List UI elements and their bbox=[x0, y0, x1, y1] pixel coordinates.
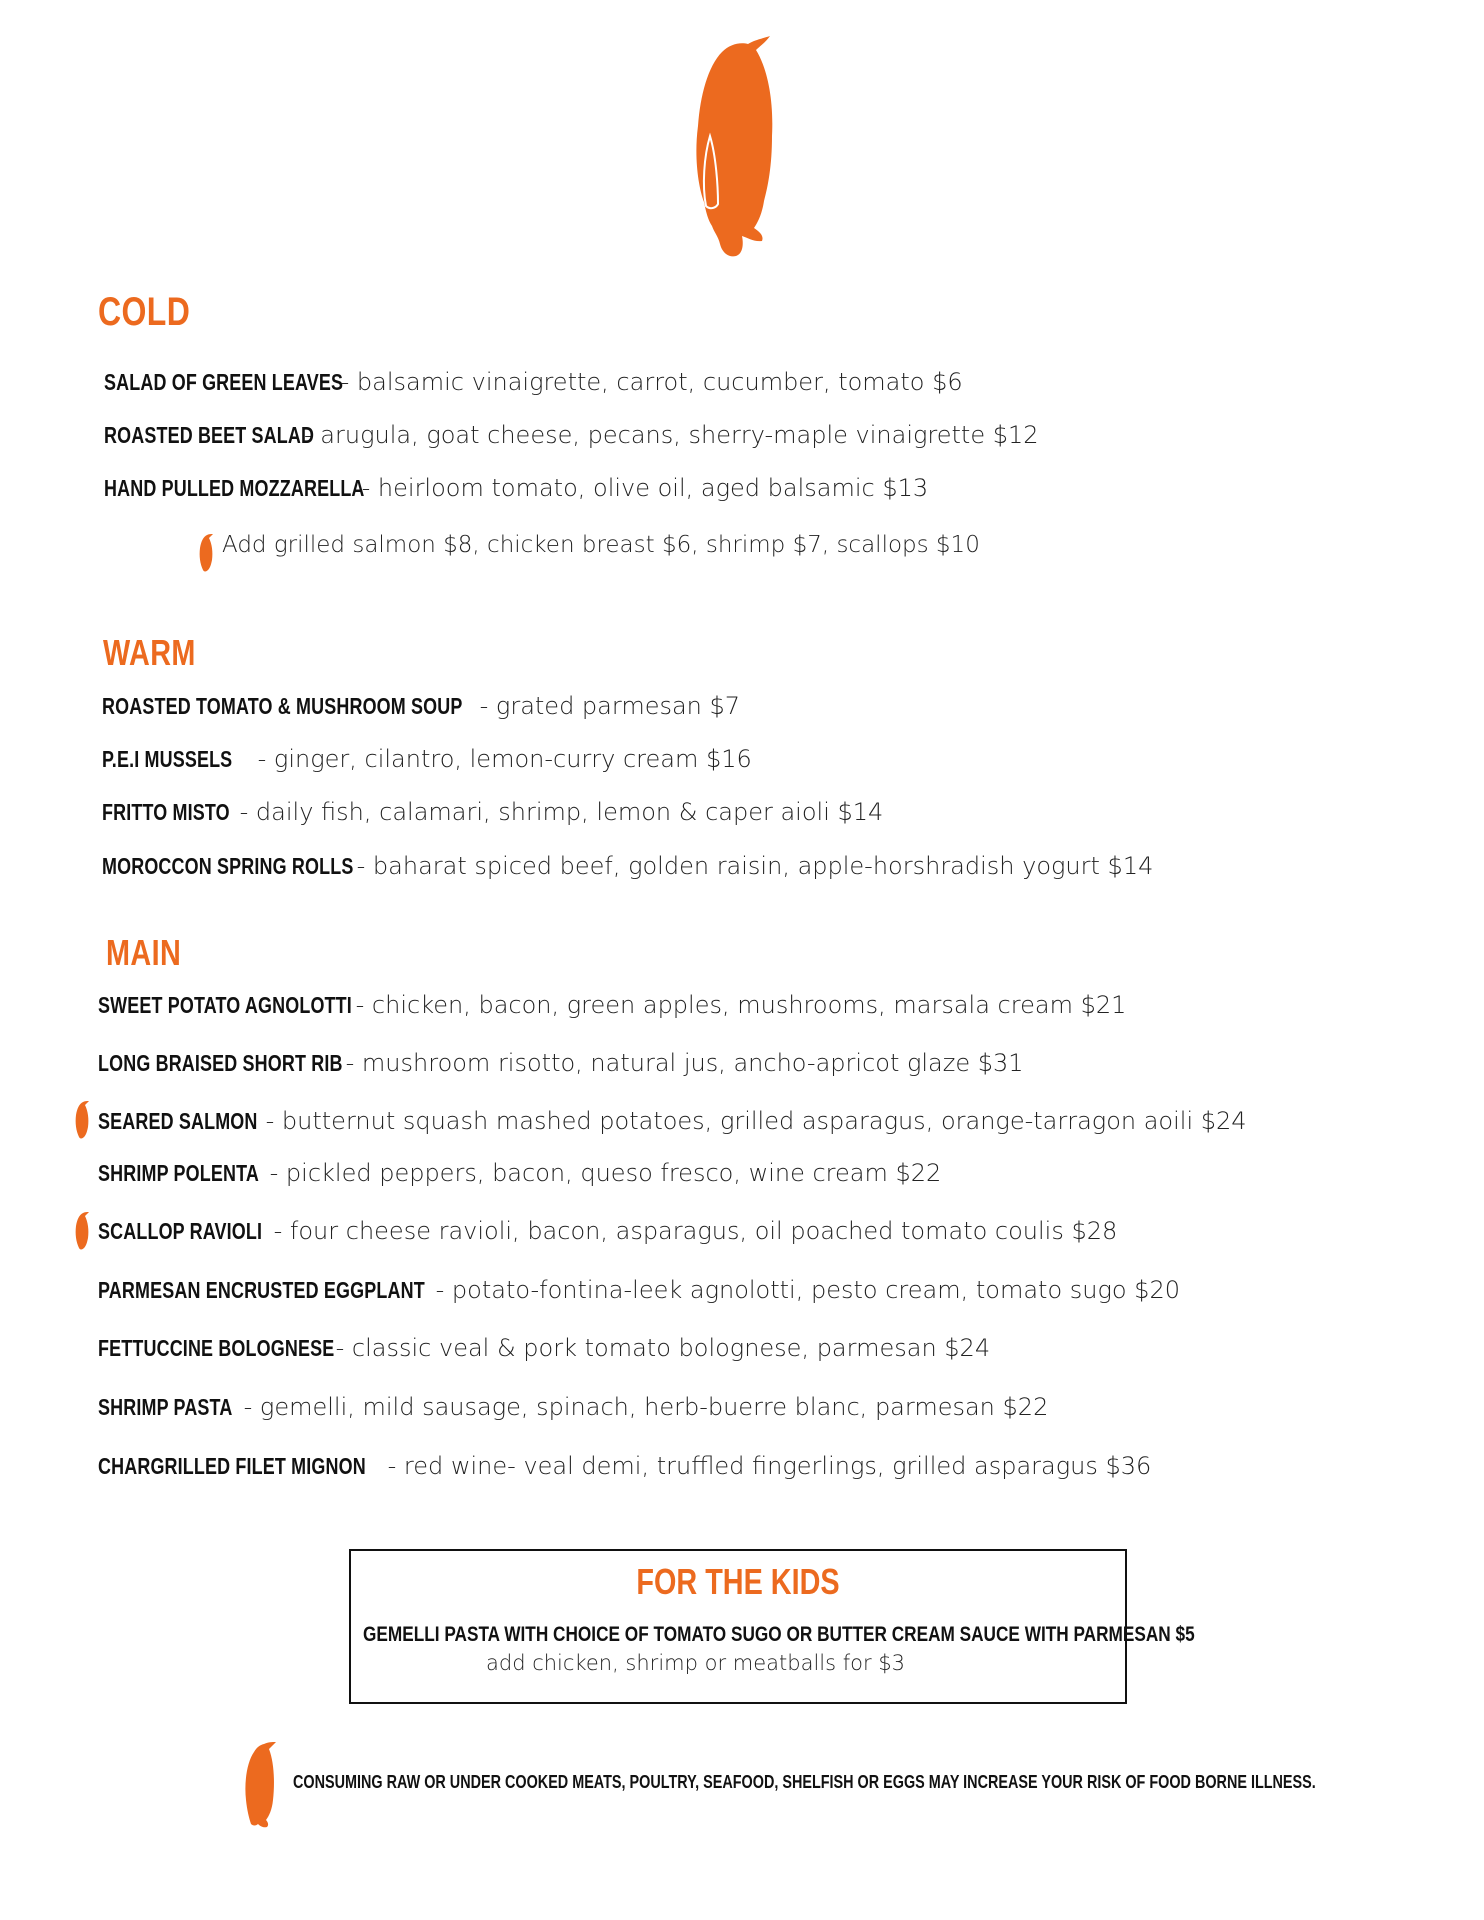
item-name: CHARGRILLED FILET MIGNON bbox=[98, 1453, 366, 1479]
penguin-icon bbox=[74, 1101, 90, 1139]
menu-item bbox=[98, 989, 1126, 1021]
menu-item bbox=[104, 472, 928, 504]
penguin-icon bbox=[198, 534, 214, 572]
item-name: FETTUCCINE BOLOGNESE bbox=[98, 1335, 335, 1361]
penguin-icon bbox=[74, 1212, 90, 1250]
item-name: PARMESAN ENCRUSTED EGGPLANT bbox=[98, 1277, 425, 1303]
menu-item bbox=[102, 743, 752, 775]
menu-item bbox=[98, 1215, 1117, 1247]
item-description: - mushroom risotto, natural jus, ancho-apricot glaze $31 bbox=[338, 1049, 1024, 1077]
item-name: ROASTED BEET SALAD bbox=[104, 422, 315, 448]
kids-addon-note: add chicken, shrimp or meatballs for $3 bbox=[486, 1651, 906, 1675]
item-name: ROASTED TOMATO & MUSHROOM SOUP bbox=[102, 693, 463, 719]
item-name: SHRIMP POLENTA bbox=[98, 1160, 260, 1186]
menu-item bbox=[98, 1274, 1180, 1306]
item-description: - gemelli, mild sausage, spinach, herb-buerre blanc, parmesan $22 bbox=[236, 1393, 1049, 1421]
item-name: P.E.I MUSSELS bbox=[102, 746, 233, 772]
item-description: - four cheese ravioli, bacon, asparagus, oil poached tomato coulis $28 bbox=[266, 1217, 1118, 1245]
item-description: - classic veal & pork tomato bolognese, parmesan $24 bbox=[328, 1334, 991, 1362]
penguin-logo-icon bbox=[688, 36, 784, 258]
item-name: SEARED SALMON bbox=[98, 1108, 258, 1134]
section-heading-cold: COLD bbox=[98, 290, 191, 334]
item-description: - red wine- veal demi, truffled fingerlings, grilled asparagus $36 bbox=[380, 1452, 1152, 1480]
food-safety-disclaimer: CONSUMING RAW OR UNDER COOKED MEATS, POULTRY, SEAFOOD, SHELFISH OR EGGS MAY INCREASE YOUR RISK OF FOOD BORNE ILLNESS. bbox=[293, 1772, 1316, 1792]
item-description: - ginger, cilantro, lemon-curry cream $16 bbox=[250, 745, 752, 773]
menu-item bbox=[104, 366, 963, 398]
menu-item bbox=[98, 1157, 941, 1189]
menu-item bbox=[102, 690, 740, 722]
menu-item bbox=[98, 1105, 1247, 1137]
item-name: SHRIMP PASTA bbox=[98, 1394, 233, 1420]
menu-item bbox=[98, 1450, 1151, 1482]
menu-item bbox=[104, 419, 1039, 451]
item-description: - balsamic vinaigrette, carrot, cucumber, tomato $6 bbox=[333, 368, 963, 396]
item-name: HAND PULLED MOZZARELLA bbox=[104, 475, 365, 501]
item-description: - arugula, goat cheese, pecans, sherry-maple vinaigrette $12 bbox=[304, 421, 1039, 449]
item-description: - chicken, bacon, green apples, mushrooms, marsala cream $21 bbox=[348, 991, 1127, 1019]
item-name: MOROCCON SPRING ROLLS bbox=[102, 853, 354, 879]
item-description: - daily fish, calamari, shrimp, lemon & caper aioli $14 bbox=[232, 798, 884, 826]
item-description: - butternut squash mashed potatoes, grilled asparagus, orange-tarragon aoili $24 bbox=[258, 1107, 1247, 1135]
kids-menu-box bbox=[349, 1549, 1195, 1704]
item-description: - baharat spiced beef, golden raisin, apple-horshradish yogurt $14 bbox=[349, 852, 1154, 880]
item-name: FRITTO MISTO bbox=[102, 799, 230, 825]
kids-title: FOR THE KIDS bbox=[636, 1561, 840, 1602]
menu-item bbox=[102, 796, 883, 828]
penguin-icon bbox=[244, 1742, 276, 1828]
item-description: - heirloom tomato, olive oil, aged balsamic $13 bbox=[354, 474, 929, 502]
menu-item bbox=[102, 850, 1153, 882]
item-name: LONG BRAISED SHORT RIB bbox=[98, 1050, 343, 1076]
item-description: - grated parmesan $7 bbox=[472, 692, 741, 720]
cold-addon-note: Add grilled salmon $8, chicken breast $6, shrimp $7, scallops $10 bbox=[222, 532, 980, 558]
menu-item bbox=[98, 1332, 990, 1364]
kids-item: GEMELLI PASTA WITH CHOICE OF TOMATO SUGO OR BUTTER CREAM SAUCE WITH PARMESAN $5 bbox=[363, 1623, 1195, 1646]
section-heading-warm: WARM bbox=[103, 632, 196, 673]
section-heading-main: MAIN bbox=[106, 932, 182, 973]
item-description: - potato-fontina-leek agnolotti, pesto cream, tomato sugo $20 bbox=[428, 1276, 1180, 1304]
item-description: - pickled peppers, bacon, queso fresco, wine cream $22 bbox=[262, 1159, 942, 1187]
item-name: SWEET POTATO AGNOLOTTI bbox=[98, 992, 352, 1018]
item-name: SCALLOP RAVIOLI bbox=[98, 1218, 263, 1244]
menu-item bbox=[98, 1047, 1024, 1079]
item-name: SALAD OF GREEN LEAVES bbox=[104, 369, 344, 395]
menu-item bbox=[98, 1391, 1048, 1423]
